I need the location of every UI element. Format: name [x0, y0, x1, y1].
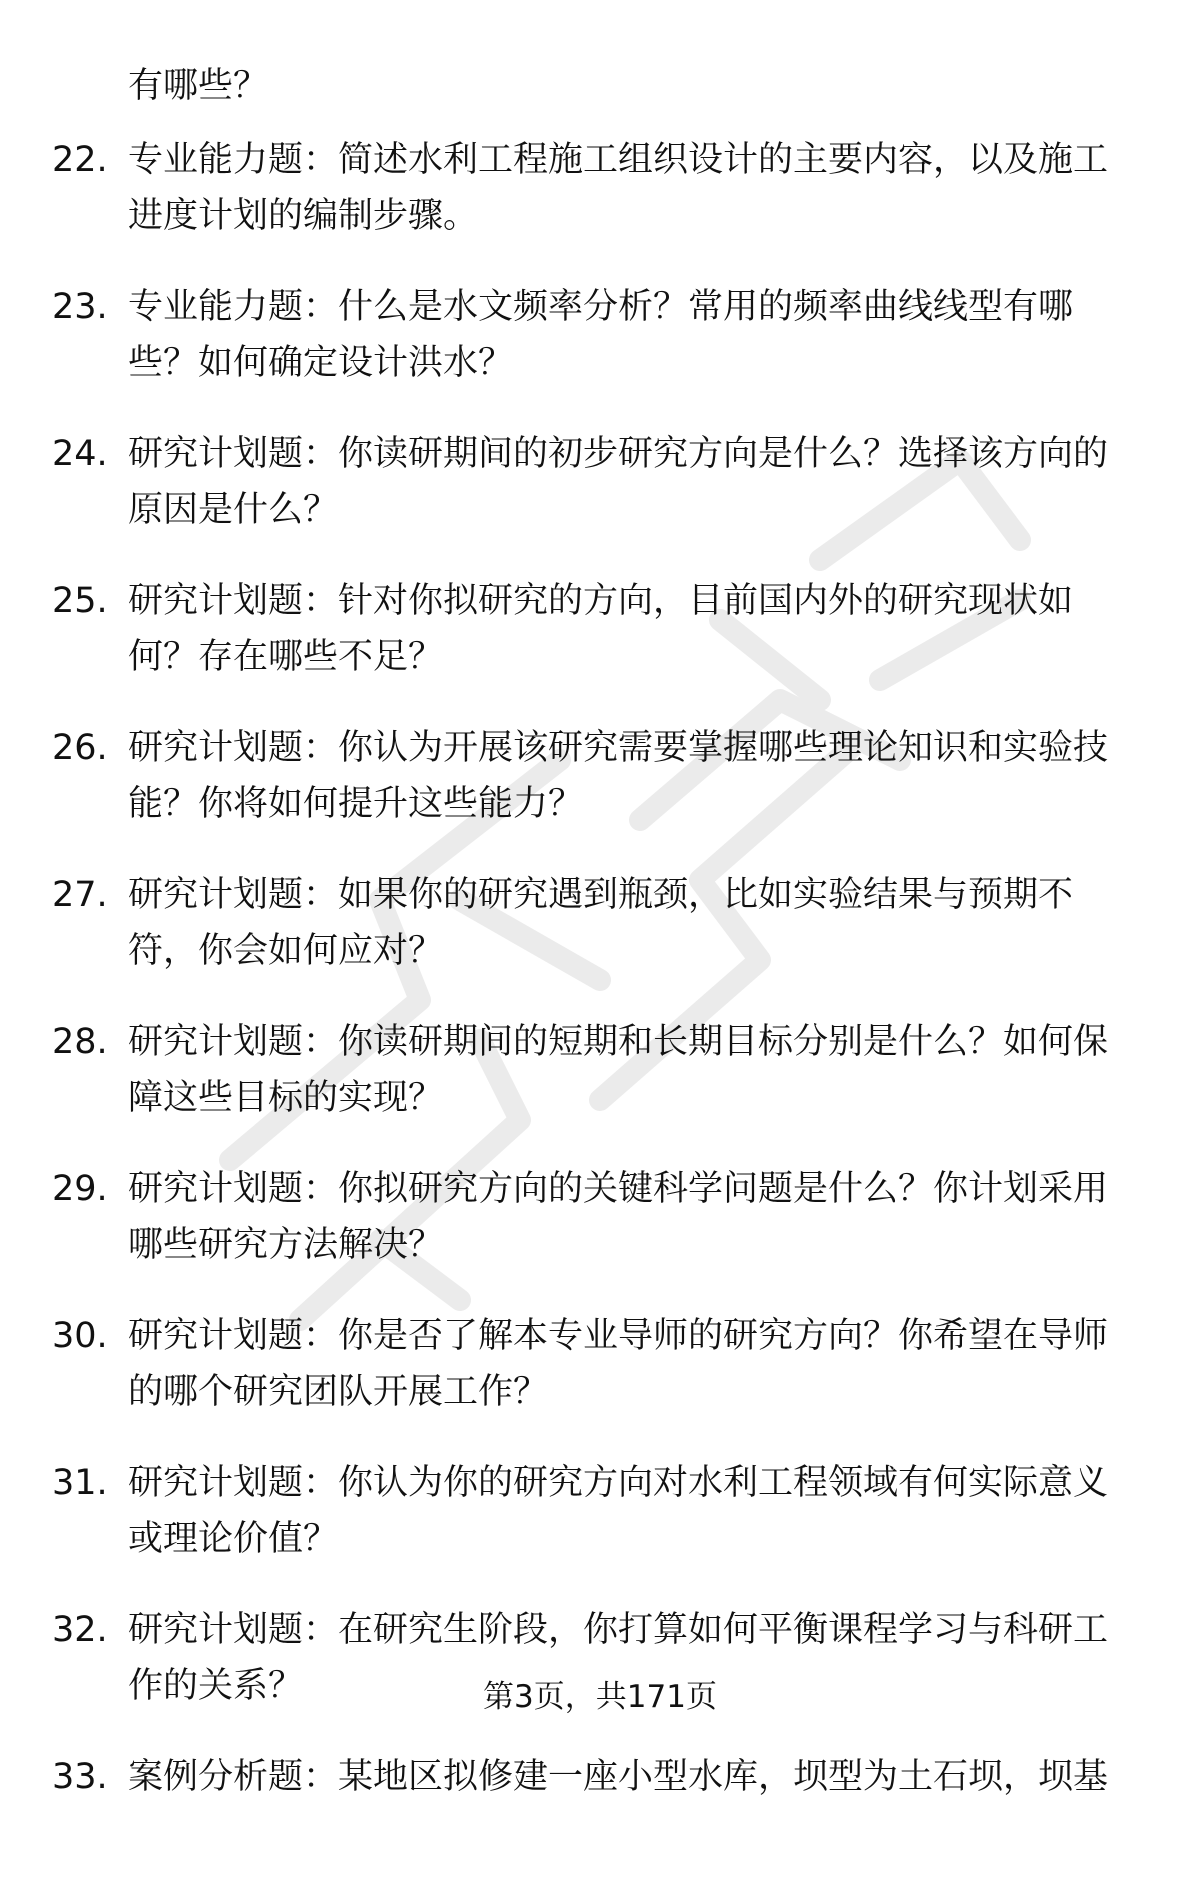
list-item	[0, 1161, 1200, 1308]
question-line: 作的关系？	[128, 1666, 304, 1706]
question-list	[0, 132, 1200, 1896]
list-item	[0, 426, 1200, 573]
list-item	[0, 132, 1200, 279]
list-item	[0, 720, 1200, 867]
question-line: 何？存在哪些不足？	[128, 637, 444, 677]
question-line: 或理论价值？	[128, 1519, 339, 1559]
list-item	[0, 1308, 1200, 1455]
question-line: 研究计划题：你拟研究方向的关键科学问题是什么？你计划采用	[128, 1169, 1109, 1209]
question-line: 案例分析题：某地区拟修建一座小型水库，坝型为土石坝，坝基	[128, 1757, 1109, 1797]
question-line: 能？你将如何提升这些能力？	[128, 784, 584, 824]
question-text	[128, 720, 1138, 832]
question-line: 研究计划题：你认为开展该研究需要掌握哪些理论知识和实验技	[128, 728, 1109, 768]
continuation-text: 有哪些？	[128, 66, 269, 106]
question-line: 研究计划题：在研究生阶段，你打算如何平衡课程学习与科研工	[128, 1610, 1109, 1650]
list-item	[0, 279, 1200, 426]
question-line: 哪些研究方法解决？	[128, 1225, 444, 1265]
question-number: 23.	[52, 287, 108, 327]
question-line: 研究计划题：如果你的研究遇到瓶颈，比如实验结果与预期不	[128, 875, 1074, 915]
question-line: 研究计划题：你是否了解本专业导师的研究方向？你希望在导师	[128, 1316, 1109, 1356]
question-line: 的哪个研究团队开展工作？	[128, 1372, 549, 1412]
question-text	[128, 279, 1138, 391]
question-line: 符，你会如何应对？	[128, 931, 444, 971]
question-text	[128, 573, 1138, 685]
question-number: 28.	[52, 1022, 108, 1062]
question-text	[128, 1308, 1138, 1420]
page-footer: 第3页，共171页	[483, 1679, 717, 1715]
question-number: 22.	[52, 140, 108, 180]
question-line: 研究计划题：你认为你的研究方向对水利工程领域有何实际意义	[128, 1463, 1109, 1503]
question-line: 研究计划题：针对你拟研究的方向，目前国内外的研究现状如	[128, 581, 1074, 621]
question-line: 专业能力题：简述水利工程施工组织设计的主要内容，以及施工	[128, 140, 1109, 180]
question-text	[128, 426, 1138, 538]
question-text	[128, 1014, 1138, 1126]
question-text	[128, 867, 1138, 979]
question-text	[128, 1749, 1138, 1805]
question-text	[128, 132, 1138, 244]
question-number: 27.	[52, 875, 108, 915]
question-line: 研究计划题：你读研期间的初步研究方向是什么？选择该方向的	[128, 434, 1109, 474]
question-line: 研究计划题：你读研期间的短期和长期目标分别是什么？如何保	[128, 1022, 1109, 1062]
list-item	[0, 573, 1200, 720]
question-line: 原因是什么？	[128, 490, 339, 530]
question-number: 31.	[52, 1463, 108, 1503]
question-line: 进度计划的编制步骤。	[128, 196, 479, 236]
question-text	[128, 1161, 1138, 1273]
list-item	[0, 867, 1200, 1014]
question-text	[128, 1455, 1138, 1567]
question-number: 29.	[52, 1169, 108, 1209]
question-number: 25.	[52, 581, 108, 621]
question-number: 24.	[52, 434, 108, 474]
list-item	[0, 1455, 1200, 1602]
question-number: 26.	[52, 728, 108, 768]
question-number: 33.	[52, 1757, 108, 1797]
question-line: 些？如何确定设计洪水？	[128, 343, 514, 383]
question-line: 专业能力题：什么是水文频率分析？常用的频率曲线线型有哪	[128, 287, 1074, 327]
question-number: 30.	[52, 1316, 108, 1356]
question-line: 障这些目标的实现？	[128, 1078, 444, 1118]
question-number: 32.	[52, 1610, 108, 1650]
list-item	[0, 1749, 1200, 1896]
list-item	[0, 1014, 1200, 1161]
